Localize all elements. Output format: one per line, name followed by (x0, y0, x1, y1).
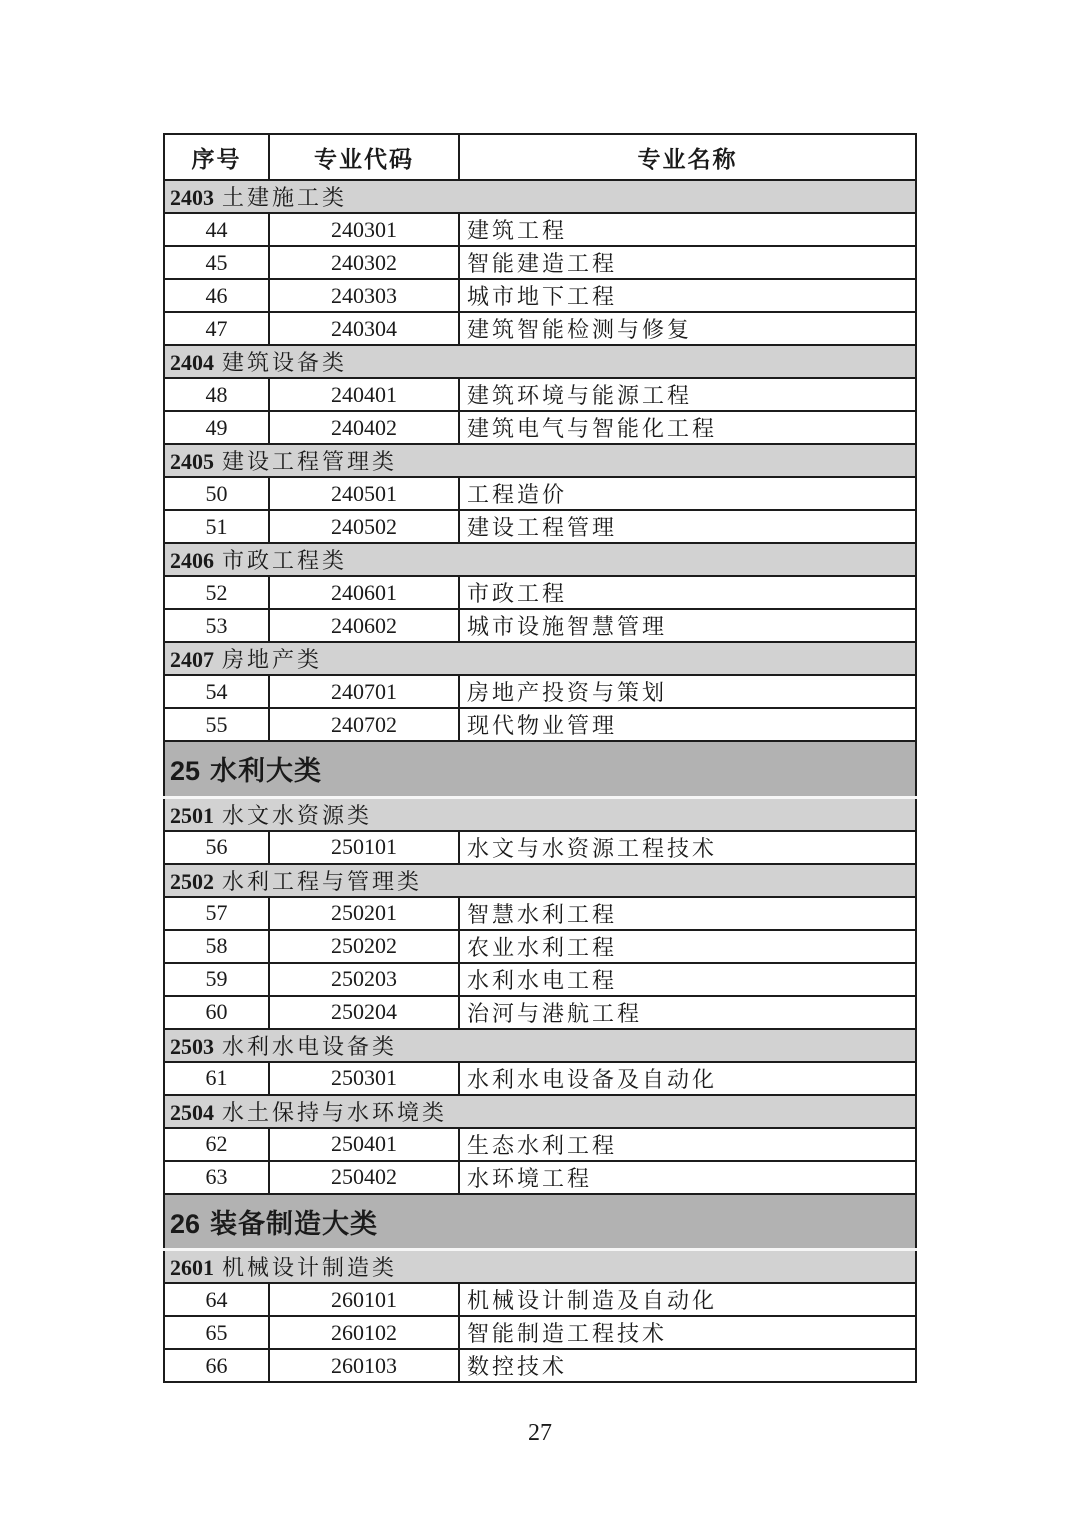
major-code-cell: 240501 (269, 477, 459, 510)
major-code-cell: 250301 (269, 1062, 459, 1095)
subcategory-header-row (164, 642, 916, 675)
subcategory-header-row (164, 345, 916, 378)
major-code-cell: 240303 (269, 279, 459, 312)
major-code-cell: 260101 (269, 1283, 459, 1316)
table-row (164, 1161, 916, 1194)
table-row (164, 1128, 916, 1161)
major-code-cell: 250402 (269, 1161, 459, 1194)
section-label: 水利工程与管理类 (222, 868, 423, 894)
major-name-cell: 治河与港航工程 (459, 996, 916, 1029)
subcategory-header-row (164, 1250, 916, 1284)
majors-table (163, 133, 917, 1383)
section-label: 装备制造大类 (210, 1208, 379, 1239)
section-header-cell (164, 642, 916, 675)
major-code-cell: 250203 (269, 963, 459, 996)
major-code-cell: 250201 (269, 897, 459, 930)
subcategory-header-row (164, 444, 916, 477)
major-code-cell: 260103 (269, 1349, 459, 1382)
section-code: 2503 (170, 1033, 214, 1059)
serial-number-cell: 51 (164, 510, 269, 543)
major-name-cell: 房地产投资与策划 (459, 675, 916, 708)
section-label: 机械设计制造类 (222, 1255, 398, 1280)
table-row (164, 930, 916, 963)
table-row (164, 609, 916, 642)
section-header-cell (164, 797, 916, 831)
table-row (164, 279, 916, 312)
major-name-cell: 水利水电设备及自动化 (459, 1062, 916, 1095)
major-code-cell: 240701 (269, 675, 459, 708)
table-row (164, 708, 916, 741)
table-row (164, 1062, 916, 1095)
serial-number-cell: 59 (164, 963, 269, 996)
section-code: 2501 (170, 802, 214, 828)
serial-number-cell: 62 (164, 1128, 269, 1161)
section-code: 2407 (170, 647, 214, 672)
major-name-cell: 城市设施智慧管理 (459, 609, 916, 642)
section-label: 房地产类 (222, 647, 323, 672)
major-code-cell: 240502 (269, 510, 459, 543)
major-name-cell: 建筑工程 (459, 213, 916, 246)
section-header-cell (164, 444, 916, 477)
major-code-cell: 240401 (269, 378, 459, 411)
serial-number-cell: 64 (164, 1283, 269, 1316)
major-code-cell: 260102 (269, 1316, 459, 1349)
major-category-row (164, 1194, 916, 1250)
section-header-cell (164, 180, 916, 213)
serial-number-cell: 56 (164, 831, 269, 864)
major-name-cell: 水利水电工程 (459, 963, 916, 996)
major-name-cell: 建筑电气与智能化工程 (459, 411, 916, 444)
major-code-cell: 250204 (269, 996, 459, 1029)
serial-number-cell: 48 (164, 378, 269, 411)
table-body (164, 180, 916, 1382)
major-name-cell: 生态水利工程 (459, 1128, 916, 1161)
section-label: 水土保持与水环境类 (222, 1099, 448, 1125)
major-code-cell: 240702 (269, 708, 459, 741)
table-row (164, 1316, 916, 1349)
table-row (164, 477, 916, 510)
major-name-cell: 水环境工程 (459, 1161, 916, 1194)
major-code-cell: 240402 (269, 411, 459, 444)
serial-number-cell: 60 (164, 996, 269, 1029)
subcategory-header-row (164, 1029, 916, 1062)
serial-number-cell: 47 (164, 312, 269, 345)
table-row (164, 963, 916, 996)
table-row (164, 996, 916, 1029)
major-name-cell: 城市地下工程 (459, 279, 916, 312)
section-header-cell (164, 864, 916, 897)
serial-number-cell: 58 (164, 930, 269, 963)
subcategory-header-row (164, 180, 916, 213)
table-row (164, 246, 916, 279)
section-header-cell (164, 1194, 916, 1250)
section-code: 2406 (170, 548, 214, 573)
table-header-row (164, 134, 916, 180)
major-name-cell: 数控技术 (459, 1349, 916, 1382)
table-row (164, 1349, 916, 1382)
serial-number-cell: 61 (164, 1062, 269, 1095)
section-label: 建筑设备类 (222, 350, 348, 375)
major-code-cell: 240602 (269, 609, 459, 642)
section-label: 水文水资源类 (222, 802, 373, 828)
serial-number-cell: 65 (164, 1316, 269, 1349)
subcategory-header-row (164, 797, 916, 831)
subcategory-header-row (164, 1095, 916, 1128)
major-name-cell: 建筑环境与能源工程 (459, 378, 916, 411)
major-category-row (164, 741, 916, 797)
major-name-cell: 市政工程 (459, 576, 916, 609)
major-name-cell: 建设工程管理 (459, 510, 916, 543)
serial-number-cell: 55 (164, 708, 269, 741)
section-code: 2405 (170, 449, 214, 474)
section-label: 市政工程类 (222, 548, 348, 573)
column-header-name: 专业名称 (459, 134, 916, 180)
serial-number-cell: 66 (164, 1349, 269, 1382)
major-name-cell: 水文与水资源工程技术 (459, 831, 916, 864)
subcategory-header-row (164, 864, 916, 897)
major-name-cell: 现代物业管理 (459, 708, 916, 741)
table-row (164, 411, 916, 444)
table-row (164, 312, 916, 345)
major-name-cell: 建筑智能检测与修复 (459, 312, 916, 345)
table-row (164, 897, 916, 930)
section-label: 土建施工类 (222, 185, 348, 210)
serial-number-cell: 63 (164, 1161, 269, 1194)
major-name-cell: 机械设计制造及自动化 (459, 1283, 916, 1316)
serial-number-cell: 53 (164, 609, 269, 642)
major-code-cell: 250101 (269, 831, 459, 864)
table-row (164, 675, 916, 708)
subcategory-header-row (164, 543, 916, 576)
section-label: 水利水电设备类 (222, 1033, 398, 1059)
major-name-cell: 农业水利工程 (459, 930, 916, 963)
major-name-cell: 智能建造工程 (459, 246, 916, 279)
major-code-cell: 250202 (269, 930, 459, 963)
major-code-cell: 240302 (269, 246, 459, 279)
major-code-cell: 240304 (269, 312, 459, 345)
table-row (164, 576, 916, 609)
section-header-cell (164, 1095, 916, 1128)
section-header-cell (164, 1029, 916, 1062)
major-name-cell: 智能制造工程技术 (459, 1316, 916, 1349)
section-code: 26 (170, 1208, 201, 1239)
page-number: 27 (528, 1420, 552, 1446)
major-name-cell: 智慧水利工程 (459, 897, 916, 930)
serial-number-cell: 45 (164, 246, 269, 279)
section-label: 水利大类 (210, 756, 323, 787)
major-name-cell: 工程造价 (459, 477, 916, 510)
serial-number-cell: 49 (164, 411, 269, 444)
table-row (164, 213, 916, 246)
column-header-code: 专业代码 (269, 134, 459, 180)
section-code: 2403 (170, 185, 214, 210)
serial-number-cell: 50 (164, 477, 269, 510)
table-row (164, 378, 916, 411)
section-label: 建设工程管理类 (222, 449, 398, 474)
table-row (164, 831, 916, 864)
column-header-serial: 序号 (164, 134, 269, 180)
table-row (164, 1283, 916, 1316)
serial-number-cell: 44 (164, 213, 269, 246)
serial-number-cell: 52 (164, 576, 269, 609)
serial-number-cell: 46 (164, 279, 269, 312)
major-code-cell: 240601 (269, 576, 459, 609)
section-code: 2504 (170, 1099, 214, 1125)
major-code-cell: 240301 (269, 213, 459, 246)
section-code: 2404 (170, 350, 214, 375)
serial-number-cell: 57 (164, 897, 269, 930)
section-code: 2601 (170, 1255, 214, 1280)
table-row (164, 510, 916, 543)
section-header-cell (164, 543, 916, 576)
section-header-cell (164, 345, 916, 378)
section-code: 25 (170, 756, 201, 787)
serial-number-cell: 54 (164, 675, 269, 708)
section-header-cell (164, 741, 916, 797)
major-code-cell: 250401 (269, 1128, 459, 1161)
section-code: 2502 (170, 868, 214, 894)
section-header-cell (164, 1250, 916, 1284)
